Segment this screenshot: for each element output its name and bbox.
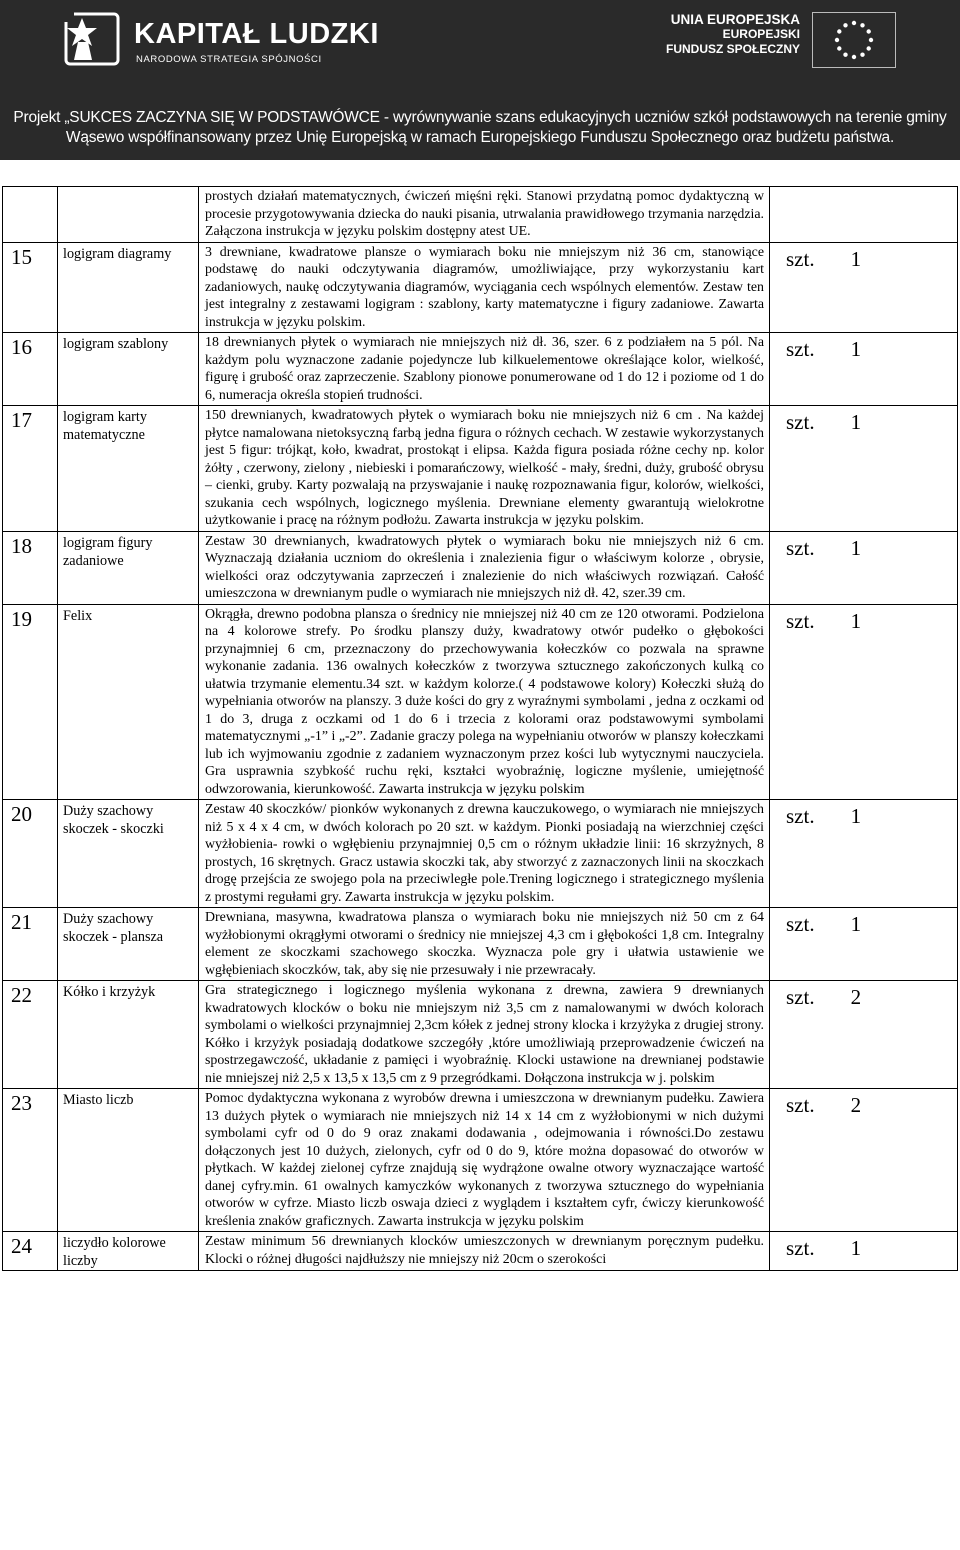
eu-logo-text — [622, 12, 800, 57]
table-row — [3, 604, 958, 800]
eu-star-icon — [867, 29, 871, 33]
eu-star-icon — [860, 53, 864, 57]
item-quantity — [770, 908, 958, 981]
item-quantity — [770, 604, 958, 800]
cell-description: prostych działań matematycznych, ćwiczeń mięśni ręki. Stanowi przydatną pomoc dydaktyczną w procesie przygotowywania dziecka do nauki pisania, utrwalania prawidłowego trzymania narzędzia. Załączona instrukcja w języku polskim dostępny atest UE. — [199, 187, 770, 243]
item-unit: szt. — [786, 912, 815, 936]
item-number: 24 — [3, 1232, 58, 1271]
item-name: Felix — [58, 604, 199, 800]
item-qty-value: 1 — [850, 804, 862, 828]
item-description: Gra strategicznego i logicznego myślenia wykonana z drewna, zawiera 9 drewnianych kwadratowych klocków o boku nie mniejszym niż 3,5 cm z namalowanymi w dwóch kolorach symbolami o wielkości przynajmniej 2,3cm kółek z jednej strony klocka i krzyżyka z drugiej strony. Kółko i krzyżyk posiadają dodatkowe szczegóły ,które umożliwiają przeprowadzenie ćwiczeń na spostrzegawczość, układanie z pamięci i wyobraźnię. Klocki ustawione na drewnianej podstawie nie mniejszej niż 2,5 x 13,5 x 13,5 cm z 9 przegródkami. Dołączona instrukcja w j. polskim — [199, 981, 770, 1089]
items-table — [2, 186, 958, 1271]
eu-star-icon — [835, 38, 839, 42]
item-unit: szt. — [786, 1236, 815, 1260]
item-description: Drewniana, masywna, kwadratowa plansza o wymiarach boku nie mniejszych niż 50 cm z 64 wyżłobionymi okrągłymi otworami o średnicy nie mniejszej 4,3 cm i głębokości 1,8 cm. Integralny element ze skoczkami szachowego skoczka. Wyznacza pole gry i ułatwia ustawienie we wgłębieniach skoczków, tak, aby się nie przesuwały i nie przewracały. — [199, 908, 770, 981]
item-number: 15 — [3, 242, 58, 333]
item-qty-value: 1 — [850, 535, 862, 560]
item-unit: szt. — [786, 535, 815, 560]
item-quantity — [770, 333, 958, 406]
item-name: logigram szablony — [58, 333, 199, 406]
item-number: 18 — [3, 531, 58, 604]
eu-star-icon — [867, 46, 871, 50]
item-name: logigram diagramy — [58, 242, 199, 333]
project-line-1: Projekt „SUKCES ZACZYNA SIĘ W PODSTAWÓWCE - wyrównywanie szans edukacyjnych uczniów szkół podstawowych na terenie gminy — [13, 109, 947, 126]
item-qty-value: 1 — [850, 608, 862, 633]
eu-star-icon — [852, 55, 856, 59]
item-number: 17 — [3, 406, 58, 532]
item-name: liczydło kolorowe liczby — [58, 1232, 199, 1271]
eu-flag-icon — [812, 12, 896, 68]
eu-star-icon — [837, 29, 841, 33]
logo-left-subtitle: NARODOWA STRATEGIA SPÓJNOŚCI — [136, 54, 322, 65]
item-quantity — [770, 1232, 958, 1271]
eu-star-icon — [843, 53, 847, 57]
item-qty-value: 2 — [850, 985, 862, 1009]
kapital-ludzki-emblem-icon — [52, 8, 124, 70]
item-unit: szt. — [786, 246, 815, 271]
table-row — [3, 908, 958, 981]
item-number: 20 — [3, 800, 58, 908]
eu-logo — [622, 12, 922, 68]
item-unit: szt. — [786, 410, 815, 434]
item-description: Zestaw 30 drewnianych, kwadratowych płytek o wymiarach boku nie mniejszych niż 6 cm. Wyznaczają działania uczniom do określenia i znalezienia figur o właściwym kolorze , obrysie, wielkości oraz odczytywania zaprzeczeń i znalezienie do nich właściwych rozwiązań. Całość umieszczona w drewnianym pudle o wymiarach nie mniejszych niż dł. 42, szer.39 cm. — [199, 531, 770, 604]
table-row — [3, 1089, 958, 1232]
eu-logo-line1: UNIA EUROPEJSKA — [670, 12, 800, 27]
item-quantity — [770, 531, 958, 604]
item-quantity — [770, 981, 958, 1089]
eu-logo-line3: FUNDUSZ SPOŁECZNY — [665, 42, 800, 56]
item-unit: szt. — [786, 985, 815, 1009]
logo-left-title: KAPITAŁ LUDZKI — [134, 18, 379, 50]
item-qty-value: 1 — [850, 912, 862, 936]
item-name: Miasto liczb — [58, 1089, 199, 1232]
table-row — [3, 333, 958, 406]
item-name: Kółko i krzyżyk — [58, 981, 199, 1089]
item-quantity — [770, 800, 958, 908]
item-description: Zestaw minimum 56 drewnianych klocków umieszczonych w drewnianym poręcznym pudełku. Klocki o różnej długości najdłuższy nie mniejszy niż 20cm o szerokości — [199, 1232, 770, 1271]
item-number: 21 — [3, 908, 58, 981]
project-line-2: Wąsewo współfinansowany przez Unię Europejską w ramach Europejskiego Funduszu Społecznego oraz budżetu państwa. — [65, 129, 895, 146]
eu-star-icon — [869, 38, 873, 42]
eu-star-icon — [837, 46, 841, 50]
item-quantity — [770, 1089, 958, 1232]
item-unit: szt. — [786, 804, 815, 828]
eu-logo-line2: EUROPEJSKI — [722, 27, 800, 41]
item-qty-value: 1 — [850, 246, 862, 271]
item-name: Duży szachowy skoczek - skoczki — [58, 800, 199, 908]
item-name: logigram figury zadaniowe — [58, 531, 199, 604]
table-row — [3, 800, 958, 908]
item-quantity — [770, 406, 958, 532]
table-row — [3, 531, 958, 604]
item-description: 18 drewnianych płytek o wymiarach nie mniejszych niż dł. 36, szer. 6 z podziałem na 5 pól. Na każdym polu wyznaczone zadanie pojedyncze lub kilkuelementowe określające kolor, wielkość, figurę i grubość oraz zaprzeczenie. Szablony pionowe ponumerowane od 1 do 12 i poziome od 1 do 6, numeracja określa stopień trudności. — [199, 333, 770, 406]
item-name: Duży szachowy skoczek - plansza — [58, 908, 199, 981]
project-banner — [0, 108, 960, 148]
eu-star-icon — [852, 21, 856, 25]
item-number: 22 — [3, 981, 58, 1089]
cell-name — [58, 187, 199, 243]
item-qty-value: 1 — [850, 1236, 862, 1260]
kapital-ludzki-logo — [52, 8, 379, 70]
item-description: 3 drewniane, kwadratowe plansze o wymiarach boku nie mniejszym niż 36 cm, stanowiące podstawę do nauki odczytywania diagramów, umożliwiające, przy wykorzystaniu kart zadaniowych, naukę odczytywania diagramów, wyciągania cech wspólnych elementów. Zestaw ten jest integralny z zestawami logigram : szablony, karty matematyczne i figury zadaniowe. Zawarta instrukcja w języku polskim. — [199, 242, 770, 333]
header-band — [0, 0, 960, 160]
table-row-continuation — [3, 187, 958, 243]
item-unit: szt. — [786, 1093, 815, 1117]
item-description: Okrągła, drewno podobna plansza o średnicy nie mniejszej niż 40 cm ze 120 otworami. Podzielona na 4 kolorowe strefy. Po środku planszy duży, kwadratowy otwór pudełko o głębokości przynajmniej 6 cm, przeznaczony do przechowywania kołeczków co pozwala na sprawne wykonanie zadania. 136 owalnych kołeczków z tworzywa sztucznego zakończonych kulką co ułatwia trzymanie elementu.34 szt. w każdym kolorze.( 4 podstawowe kolory) Kołeczki służą do wypełniania otworów na planszy. 3 duże kości do gry z wyraźnymi symbolami , jedna z oczkami od 1 do 3, druga z oczkami od 1 do 6 i trzecia z kolorami oraz podstawowymi symbolami matematycznymi „-1” i „-2”. Zadanie graczy polega na wypełnianiu otworów w planszy kołeczkami lub ich wyjmowaniu zgodnie z zadaniem wyznaczonym przez kości lub wytycznymi nauczyciela. Gra usprawnia szybkość ruchu ręki, kształci wyobraźnię, logiczne myślenie, umiejętność odwzorowania, kierunkowość. Zawarta instrukcja w języku polskim — [199, 604, 770, 800]
item-name: logigram karty matematyczne — [58, 406, 199, 532]
table-row — [3, 1232, 958, 1271]
cell-nr — [3, 187, 58, 243]
eu-star-icon — [860, 23, 864, 27]
item-quantity — [770, 242, 958, 333]
item-qty-value: 2 — [850, 1093, 862, 1117]
table-row — [3, 242, 958, 333]
item-qty-value: 1 — [850, 337, 862, 361]
item-unit: szt. — [786, 337, 815, 361]
cell-quantity — [770, 187, 958, 243]
eu-star-icon — [843, 23, 847, 27]
item-number: 19 — [3, 604, 58, 800]
item-number: 23 — [3, 1089, 58, 1232]
item-qty-value: 1 — [850, 410, 862, 434]
item-description: Zestaw 40 skoczków/ pionków wykonanych z drewna kauczukowego, o wymiarach nie mniejszych niż 5 x 4 x 4 cm, w dwóch kolorach po 20 szt. w każdym. Pionki posiadają na wierzchniej części wyżłobienia- rowki o wgłębieniu przynajmniej 0,5 cm o różnym układzie linii: 16 skrzyżnych, 8 prostych, 16 skrętnych. Gracz ustawia skoczki tak, aby stworzyć z zaznaczonych linii na skoczkach drogę przejścia ze swojego pola na przeciwległe pole.Trening logicznego i strategicznego myślenia z prostymi regułami gry. Zawarta instrukcja w języku polskim. — [199, 800, 770, 908]
table-row — [3, 406, 958, 532]
item-number: 16 — [3, 333, 58, 406]
item-unit: szt. — [786, 608, 815, 633]
item-description: Pomoc dydaktyczna wykonana z wyrobów drewna i umieszczona w drewnianym pudełku. Zawiera 13 dużych płytek o wymiarach nie mniejszych niż 14 x 14 cm z wyżłobionymi w nich dużymi symbolami cyfr od 0 do 9 oraz znakami dodawania , odejmowania i równości.Do zestawu dołączonych jest 10 dużych, zielonych, cyfr od 0 do 9, które można dopasować do otworów w płytkach. W każdej zielonej cyfrze znajdują się wydrążone owalne otwory wyznaczające wartość danej cyfry.min. 61 owalnych kamyczków wykonanych z tworzywa sztucznego do wypełniania otworów w cyfrze. Miasto liczb oswaja dzieci z wyglądem i kształtem cyfr, ćwiczy kierunkowość kreślenia znaków graficznych. Zawarta instrukcja w języku polskim — [199, 1089, 770, 1232]
item-description: 150 drewnianych, kwadratowych płytek o wymiarach boku nie mniejszych niż 6 cm . Na każdej płytce namalowana nietoksyczną farbą jedna figura o różnych cechach. W zestawie wykorzystanych jest 5 figur: trójkąt, koło, kwadrat, prostokąt i elipsa. Każda figura posiada różne cechy np. kolor żółty , czerwony, zielony , niebieski i pomarańczowy, wielkość - mały, średni, duży, grubość obrysu – cienki, gruby. Karty pozwalają na przyswajanie i naukę rozpoznawania figur, kolorów, wielkości, szukania cech wspólnych, logicznego myślenia. Drewniane elementy gwarantują wielokrotne użytkowanie i pracę na różnym podłożu. Zawarta instrukcja w języku polskim. — [199, 406, 770, 532]
table-row — [3, 981, 958, 1089]
